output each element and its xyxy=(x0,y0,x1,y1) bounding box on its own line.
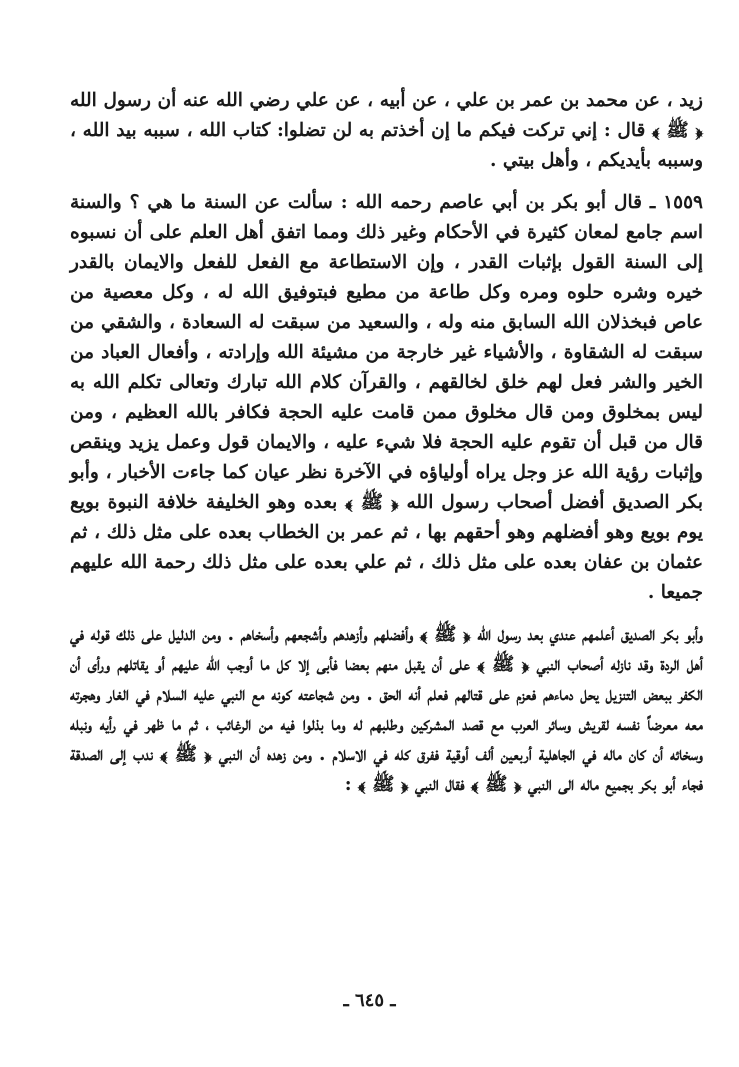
page-number: ـ ٦٤٥ ـ xyxy=(343,990,396,1011)
paragraph-abu-bakr-virtues: وأبو بكر الصديق أعلمهم عندي بعد رسول الله ﴿ ﷺ ﴾ وأفضلهم وأزهدهم وأشجعهم وأسخاهم . ومن الدليل على ذلك قوله في أهل الردة وقد نازله أصحاب النبي ﴿ ﷺ ﴾ على أن يقبل منهم بعضا فأبى إلا كل ما أوجب الله عليهم أو يقاتلهم ورأى أن الكفر ببعض التنزيل يحل دماءهم فعزم على قتالهم فعلم أنه الحق . ومن شجاعته كونه مع النبي عليه السلام في الغار وهجرته معه معرضاً نفسه لقريش وسائر العرب مع قصد المشركين وطلبهم له وما بذلوا فيه من الرغائب ، ثم ما ظهر في رأيه ونبله وسخائه أن كان ماله في الجاهلية أربعين ألف أوقية ففرق كله في الاسلام . ومن زهده أن النبي ﴿ ﷺ ﴾ ندب إلى الصدقة فجاء أبو بكر بجميع ماله الى النبي ﴿ ﷺ ﴾ فقال النبي ﴿ ﷺ ﴾ : xyxy=(70,624,703,795)
paragraph-1559-sunnah: ١٥٥٩ ـ قال أبو بكر بن أبي عاصم رحمه الله : سألت عن السنة ما هي ؟ والسنة اسم جامع لمعان كثيرة في الأحكام وغير ذلك ومما اتفق أهل العلم على أن نسبوه إلى السنة القول بإثبات القدر ، وإن الاستطاعة مع الفعل للفعل والايمان بالقدر خيره وشره حلوه ومره وكل طاعة من مطيع فبتوفيق الله له ، وكل معصية من عاص فبخذلان الله السابق منه وله ، والسعيد من سبقت له السعادة ، والشقي من سبقت له الشقاوة ، والأشياء غير خارجة من مشيئة الله وإرادته ، وأفعال العباد من الخير والشر فعل لهم خلق لخالقهم ، والقرآن كلام الله تبارك وتعالى تكلم الله به ليس بمخلوق ومن قال مخلوق ممن قامت عليه الحجة فكافر بالله العظيم ، ومن قال من قبل أن تقوم عليه الحجة فلا شيء عليه ، والايمان قول وعمل يزيد وينقص وإثبات رؤية الله عز وجل يراه أولياؤه في الآخرة نظر عيان كما جاءت الأخبار ، وأبو بكر الصديق أفضل أصحاب رسول الله ﴿ ﷺ ﴾ بعده وهو الخليفة خلافة النبوة بويع يوم بويع وهو أفضلهم وهو أحقهم بها ، ثم عمر بن الخطاب بعده على مثل ذلك ، ثم عثمان بن عفان بعده على مثل ذلك ، ثم علي بعده على مثل ذلك رحمة الله عليهم جميعا . xyxy=(70,192,703,603)
paragraph-hadith-continuation: زيد ، عن محمد بن عمر بن علي ، عن أبيه ، عن علي رضي الله عنه أن رسول الله ﴿ ﷺ ﴾ قال : إني تركت فيكم ما إن أخذتم به لن تضلوا: كتاب الله ، سببه بيد الله ، وسببه بأيديكم ، وأهل بيتي . xyxy=(70,90,703,171)
page-body xyxy=(70,86,703,800)
